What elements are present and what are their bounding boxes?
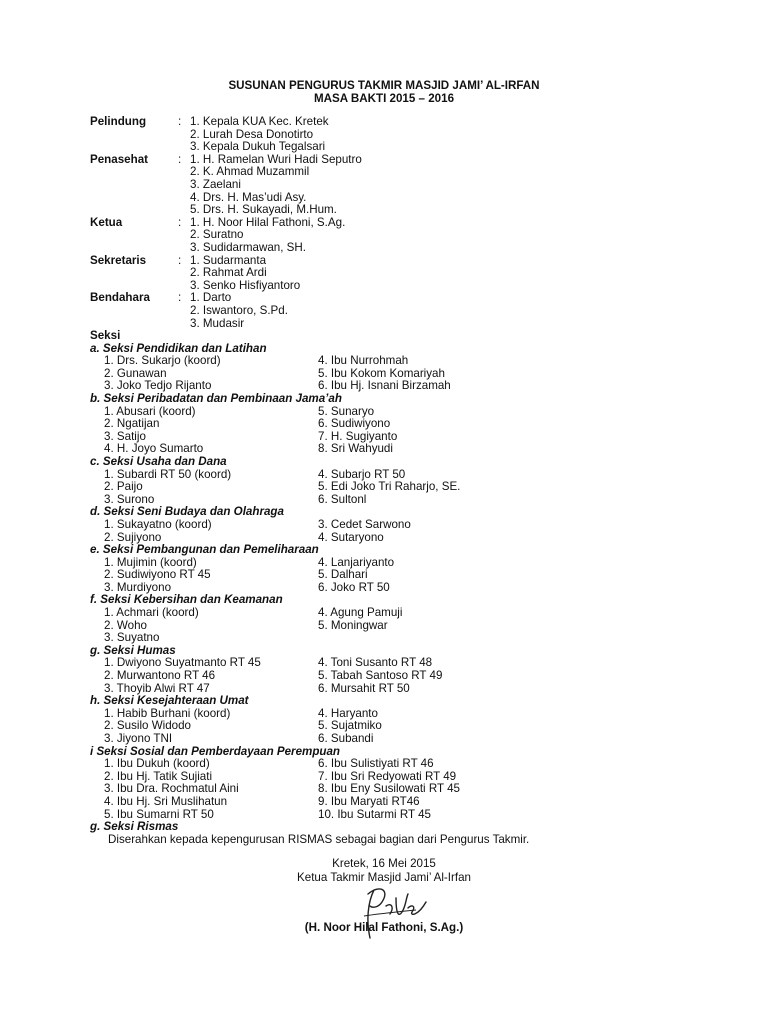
member-name: 4. Haryanto: [318, 706, 378, 720]
member-name: 3. Murdiyono: [104, 580, 172, 594]
member-row: [90, 796, 710, 809]
section-title: g. Seksi Humas: [90, 643, 176, 657]
member-name: 2. Ibu Hj. Tatik Sujiati: [104, 769, 213, 783]
member-row: [90, 532, 710, 545]
member-name: 2. Sudiwiyono RT 45: [104, 568, 211, 582]
member-name: 10. Ibu Sutarmi RT 45: [318, 807, 431, 821]
member-row: [90, 494, 710, 507]
sections-list: [90, 330, 710, 846]
member-name: 6. Joko RT 50: [318, 580, 390, 594]
section-title: b. Seksi Peribadatan dan Pembinaan Jama’ah: [90, 391, 342, 405]
officer-colon: :: [178, 152, 182, 166]
member-row: [90, 380, 710, 393]
member-name: 5. Moningwar: [318, 618, 388, 632]
officer-row: [90, 192, 690, 205]
member-name: 2. Susilo Widodo: [104, 719, 191, 733]
officer-name: 1. H. Ramelan Wuri Hadi Seputro: [190, 152, 362, 166]
section-title: h. Seksi Kesejahteraan Umat: [90, 694, 249, 708]
member-name: 1. Sukayatno (koord): [104, 517, 212, 531]
officer-label: Sekretaris: [90, 253, 147, 267]
member-name: 1. Achmari (koord): [104, 606, 199, 620]
member-name: 6. Ibu Sulistiyati RT 46: [318, 757, 434, 771]
officers-list: [90, 116, 690, 330]
member-name: 6. Ibu Hj. Isnani Birzamah: [318, 379, 451, 393]
document-period: MASA BAKTI 2015 – 2016: [313, 92, 455, 105]
member-name: 3. Satijo: [104, 429, 146, 443]
member-name: 7. H. Sugiyanto: [318, 429, 398, 443]
member-name: 2. Woho: [104, 618, 147, 632]
officer-name: 1. Kepala KUA Kec. Kretek: [190, 115, 329, 128]
member-name: 4. Toni Susanto RT 48: [318, 656, 433, 670]
member-row: [90, 519, 710, 532]
officer-name: 2. K. Ahmad Muzammil: [190, 165, 310, 179]
member-row: [90, 355, 710, 368]
officer-label: Ketua: [90, 215, 123, 229]
member-name: 4. H. Joyo Sumarto: [104, 442, 204, 456]
member-row: [90, 758, 710, 771]
officer-name: 3. Senko Hisfiyantoro: [190, 278, 301, 292]
officer-label: Penasehat: [90, 152, 148, 166]
member-row: [90, 418, 710, 431]
officer-name: 3. Mudasir: [190, 316, 245, 330]
member-name: 2. Paijo: [104, 480, 143, 494]
member-row: [90, 607, 710, 620]
member-row: [90, 720, 710, 733]
member-name: 3. Thoyib Alwi RT 47: [104, 681, 210, 695]
signatory-name: (H. Noor Hilal Fathoni, S.Ag.): [304, 921, 464, 934]
member-row: [90, 443, 710, 456]
officer-row: [90, 229, 690, 242]
member-name: 4. Sutaryono: [318, 530, 384, 544]
member-name: 6. Sultonl: [318, 492, 367, 506]
member-name: 2. Sujiyono: [104, 530, 162, 544]
officer-colon: :: [178, 291, 182, 305]
officer-name: 3. Sudidarmawan, SH.: [190, 240, 306, 254]
member-row: [90, 481, 710, 494]
officer-name: 1. Sudarmanta: [190, 253, 267, 267]
member-name: 4. Agung Pamuji: [318, 606, 403, 620]
section-title: c. Seksi Usaha dan Dana: [90, 454, 227, 468]
member-name: 5. Sunaryo: [318, 404, 375, 418]
officer-row: [90, 305, 690, 318]
member-row: [90, 582, 710, 595]
officer-row: [90, 179, 690, 192]
officer-name: 3. Zaelani: [190, 177, 241, 191]
member-name: 6. Subandi: [318, 732, 374, 745]
section-title: e. Seksi Pembangunan dan Pemeliharaan: [90, 543, 319, 557]
officer-row: [90, 255, 690, 268]
officer-row: [90, 116, 690, 129]
member-name: 1. Ibu Dukuh (koord): [104, 757, 210, 771]
section-title: a. Seksi Pendidikan dan Latihan: [90, 341, 267, 355]
officer-row: [90, 129, 690, 142]
member-name: 1. Abusari (koord): [104, 404, 196, 418]
place-date: Kretek, 16 Mei 2015: [332, 857, 436, 870]
member-name: 4. Lanjariyanto: [318, 555, 395, 569]
officer-colon: :: [178, 115, 182, 128]
member-row: [90, 670, 710, 683]
member-name: 4. Ibu Hj. Sri Muslihatun: [104, 794, 228, 808]
seksi-heading: Seksi: [90, 329, 121, 342]
member-name: 8. Ibu Eny Susilowati RT 45: [318, 782, 460, 796]
officer-colon: :: [178, 253, 182, 267]
officer-row: [90, 217, 690, 230]
officer-row: [90, 166, 690, 179]
member-name: 5. Tabah Santoso RT 49: [318, 669, 443, 683]
member-name: 3. Suyatno: [104, 631, 160, 645]
member-name: 3. Jiyono TNI: [104, 732, 173, 745]
member-name: 5. Sujatmiko: [318, 719, 382, 733]
member-name: 6. Sudiwiyono: [318, 417, 391, 431]
document-title: SUSUNAN PENGURUS TAKMIR MASJID JAMI’ AL-IRFAN: [228, 79, 540, 92]
section-title: g. Seksi Rismas: [90, 820, 179, 834]
member-name: 1. Habib Burhani (koord): [104, 706, 231, 720]
member-name: 5. Edi Joko Tri Raharjo, SE.: [318, 480, 461, 494]
member-name: 8. Sri Wahyudi: [318, 442, 393, 456]
member-name: 3. Cedet Sarwono: [318, 517, 411, 531]
officer-name: 2. Suratno: [190, 228, 244, 242]
member-name: 7. Ibu Sri Redyowati RT 49: [318, 769, 457, 783]
member-row: [90, 733, 710, 746]
member-name: 2. Murwantono RT 46: [104, 669, 216, 683]
member-name: 3. Surono: [104, 492, 155, 506]
officer-row: [90, 154, 690, 167]
officer-row: [90, 242, 690, 255]
member-row: [90, 406, 710, 419]
section-note: Diserahkan kepada kepengurusan RISMAS sebagai bagian dari Pengurus Takmir.: [108, 832, 530, 846]
section-title: i Seksi Sosial dan Pemberdayaan Perempuan: [90, 744, 341, 758]
member-name: 9. Ibu Maryati RT46: [318, 794, 420, 808]
member-name: 3. Ibu Dra. Rochmatul Aini: [104, 782, 239, 796]
officer-name: 1. Darto: [190, 291, 232, 305]
officer-name: 2. Iswantoro, S.Pd.: [190, 303, 288, 317]
section-title: d. Seksi Seni Budaya dan Olahraga: [90, 505, 284, 519]
member-name: 1. Mujimin (koord): [104, 555, 197, 569]
officer-name: 1. H. Noor Hilal Fathoni, S.Ag.: [190, 215, 346, 229]
member-row: [90, 620, 710, 633]
member-row: [90, 809, 710, 822]
member-name: 5. Ibu Sumarni RT 50: [104, 807, 214, 821]
officer-name: 4. Drs. H. Mas’udi Asy.: [190, 190, 307, 204]
section-title: f. Seksi Kebersihan dan Keamanan: [90, 593, 283, 607]
member-name: 5. Dalhari: [318, 568, 368, 582]
member-name: 6. Mursahit RT 50: [318, 681, 410, 695]
officer-colon: :: [178, 215, 182, 229]
officer-row: [90, 292, 690, 305]
officer-row: [90, 318, 690, 331]
member-name: 4. Subarjo RT 50: [318, 467, 406, 481]
member-row: [90, 632, 710, 645]
officer-name: 2. Rahmat Ardi: [190, 266, 267, 280]
member-name: 3. Joko Tedjo Rijanto: [104, 379, 212, 393]
officer-label: Pelindung: [90, 115, 147, 128]
member-name: 2. Gunawan: [104, 366, 167, 380]
member-name: 1. Dwiyono Suyatmanto RT 45: [104, 656, 261, 670]
officer-label: Bendahara: [90, 291, 150, 305]
officer-name: 2. Lurah Desa Donotirto: [190, 127, 314, 141]
officer-name: 5. Drs. H. Sukayadi, M.Hum.: [190, 203, 337, 217]
member-name: 2. Ngatijan: [104, 417, 160, 431]
officer-row: [90, 267, 690, 280]
officer-name: 3. Kepala Dukuh Tegalsari: [190, 140, 326, 154]
member-name: 4. Ibu Nurrohmah: [318, 354, 409, 368]
member-name: 1. Subardi RT 50 (koord): [104, 467, 232, 481]
officer-row: [90, 141, 690, 154]
member-row: [90, 569, 710, 582]
signature-image: [346, 872, 436, 952]
signatory-role: Ketua Takmir Masjid Jami’ Al-Irfan: [297, 871, 471, 884]
officer-row: [90, 204, 690, 217]
member-name: 5. Ibu Kokom Komariyah: [318, 366, 445, 380]
member-name: 1. Drs. Sukarjo (koord): [104, 354, 221, 368]
member-row: [90, 683, 710, 696]
